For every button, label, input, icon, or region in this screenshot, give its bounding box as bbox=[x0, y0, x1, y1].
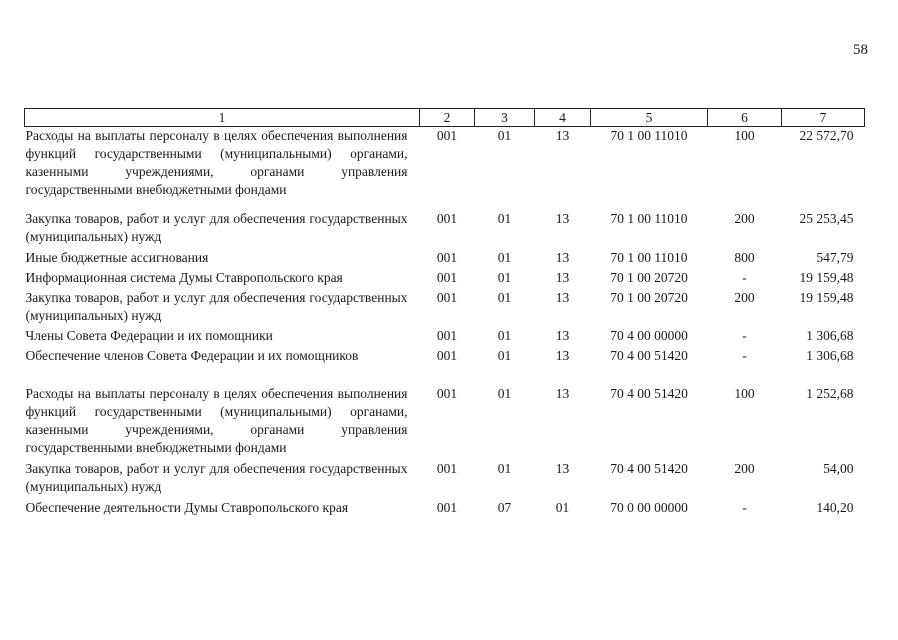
column-header: 4 bbox=[535, 109, 591, 127]
target-article-code: 70 1 00 11010 bbox=[610, 211, 688, 226]
budget-table bbox=[24, 108, 865, 519]
expense-name: Иные бюджетные ассигнования bbox=[25, 250, 209, 265]
expense-name: Расходы на выплаты персоналу в целях обеспечения выполнения функций государственными (муниципальными) органами, казенными учреждениями, органами управления государственными внебюджетными фондами bbox=[25, 386, 408, 455]
target-article-code: 70 1 00 11010 bbox=[610, 128, 688, 143]
expense-name: Обеспечение членов Совета Федерации и их помощников bbox=[25, 348, 359, 363]
column-header: 6 bbox=[708, 109, 782, 127]
expense-type-code: 200 bbox=[734, 461, 755, 476]
ministry-code: 001 bbox=[436, 270, 458, 285]
column-header: 3 bbox=[475, 109, 535, 127]
target-article-code: 70 4 00 51420 bbox=[610, 461, 688, 476]
ministry-code: 001 bbox=[436, 290, 458, 305]
ministry-code: 001 bbox=[436, 250, 458, 265]
amount: 1 306,68 bbox=[806, 328, 854, 343]
page-number: 58 bbox=[853, 42, 868, 58]
amount: 54,00 bbox=[823, 461, 854, 476]
section-code: 01 bbox=[497, 386, 512, 401]
amount: 22 572,70 bbox=[799, 128, 854, 143]
target-article-code: 70 1 00 11010 bbox=[610, 250, 688, 265]
table-row bbox=[25, 269, 865, 289]
ministry-code: 001 bbox=[436, 461, 458, 476]
expense-type-code: 100 bbox=[734, 128, 755, 143]
ministry-code: 001 bbox=[436, 386, 458, 401]
subsection-code: 13 bbox=[555, 250, 570, 265]
amount: 140,20 bbox=[816, 500, 854, 515]
expense-type-code: - bbox=[742, 500, 747, 515]
target-article-code: 70 4 00 00000 bbox=[610, 328, 688, 343]
amount: 547,79 bbox=[816, 250, 854, 265]
expense-type-code: 800 bbox=[734, 250, 755, 265]
target-article-code: 70 1 00 20720 bbox=[610, 290, 688, 305]
amount: 19 159,48 bbox=[799, 290, 854, 305]
expense-name: Закупка товаров, работ и услуг для обеспечения государственных (муниципальных) нужд bbox=[25, 211, 408, 244]
table-row bbox=[25, 289, 865, 327]
ministry-code: 001 bbox=[436, 211, 458, 226]
amount: 25 253,45 bbox=[799, 211, 854, 226]
expense-type-code: 200 bbox=[734, 290, 755, 305]
table-row bbox=[25, 327, 865, 347]
target-article-code: 70 4 00 51420 bbox=[610, 386, 688, 401]
section-code: 01 bbox=[497, 211, 512, 226]
table-row bbox=[25, 127, 865, 211]
amount: 1 252,68 bbox=[806, 386, 854, 401]
subsection-code: 13 bbox=[555, 386, 570, 401]
expense-name: Члены Совета Федерации и их помощники bbox=[25, 328, 273, 343]
section-code: 01 bbox=[497, 270, 512, 285]
section-code: 01 bbox=[497, 290, 512, 305]
expense-name: Обеспечение деятельности Думы Ставропольского края bbox=[25, 500, 349, 515]
table-row bbox=[25, 385, 865, 460]
expense-type-code: - bbox=[742, 270, 747, 285]
target-article-code: 70 4 00 51420 bbox=[610, 348, 688, 363]
column-header: 2 bbox=[420, 109, 475, 127]
column-header: 5 bbox=[591, 109, 708, 127]
expense-type-code: - bbox=[742, 328, 747, 343]
table-row bbox=[25, 210, 865, 249]
ministry-code: 001 bbox=[436, 500, 458, 515]
section-code: 01 bbox=[497, 348, 512, 363]
table-row bbox=[25, 347, 865, 385]
subsection-code: 13 bbox=[555, 348, 570, 363]
amount: 1 306,68 bbox=[806, 348, 854, 363]
expense-type-code: 100 bbox=[734, 386, 755, 401]
expense-name: Закупка товаров, работ и услуг для обеспечения государственных (муниципальных) нужд bbox=[25, 461, 408, 494]
section-code: 01 bbox=[497, 328, 512, 343]
section-code: 01 bbox=[497, 250, 512, 265]
ministry-code: 001 bbox=[436, 328, 458, 343]
subsection-code: 13 bbox=[555, 328, 570, 343]
expense-type-code: - bbox=[742, 348, 747, 363]
table-row bbox=[25, 460, 865, 499]
ministry-code: 001 bbox=[436, 128, 458, 143]
column-header: 1 bbox=[25, 109, 420, 127]
ministry-code: 001 bbox=[436, 348, 458, 363]
table-header-row bbox=[25, 109, 865, 127]
section-code: 01 bbox=[497, 128, 512, 143]
subsection-code: 13 bbox=[555, 461, 570, 476]
target-article-code: 70 1 00 20720 bbox=[610, 270, 688, 285]
table-row bbox=[25, 249, 865, 269]
target-article-code: 70 0 00 00000 bbox=[610, 500, 688, 515]
subsection-code: 13 bbox=[555, 290, 570, 305]
subsection-code: 13 bbox=[555, 211, 570, 226]
amount: 19 159,48 bbox=[799, 270, 854, 285]
expense-name: Расходы на выплаты персоналу в целях обеспечения выполнения функций государственными (муниципальными) органами, казенными учреждениями, органами управления государственными внебюджетными фондами bbox=[25, 128, 408, 197]
column-header: 7 bbox=[782, 109, 865, 127]
expense-type-code: 200 bbox=[734, 211, 755, 226]
section-code: 07 bbox=[497, 500, 512, 515]
table-row bbox=[25, 499, 865, 519]
expense-name: Информационная система Думы Ставропольского края bbox=[25, 270, 343, 285]
subsection-code: 01 bbox=[555, 500, 570, 515]
expense-name: Закупка товаров, работ и услуг для обеспечения государственных (муниципальных) нужд bbox=[25, 290, 408, 323]
subsection-code: 13 bbox=[555, 128, 570, 143]
subsection-code: 13 bbox=[555, 270, 570, 285]
section-code: 01 bbox=[497, 461, 512, 476]
